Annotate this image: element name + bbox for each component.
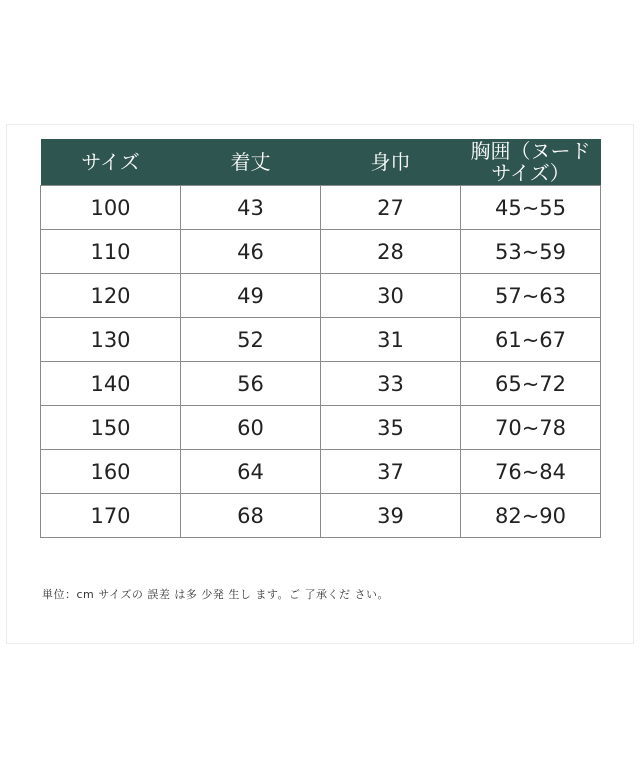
cell-length: 68 bbox=[181, 494, 321, 538]
cell-length: 64 bbox=[181, 450, 321, 494]
cell-width: 33 bbox=[321, 362, 461, 406]
table-header-row bbox=[41, 139, 601, 186]
cell-width: 39 bbox=[321, 494, 461, 538]
header-length: 着丈 bbox=[181, 139, 321, 186]
cell-width: 37 bbox=[321, 450, 461, 494]
table-row bbox=[41, 274, 601, 318]
cell-chest: 57~63 bbox=[461, 274, 601, 318]
cell-length: 52 bbox=[181, 318, 321, 362]
cell-length: 60 bbox=[181, 406, 321, 450]
cell-width: 27 bbox=[321, 186, 461, 230]
table-row bbox=[41, 318, 601, 362]
cell-width: 35 bbox=[321, 406, 461, 450]
cell-size: 170 bbox=[41, 494, 181, 538]
cell-width: 30 bbox=[321, 274, 461, 318]
cell-chest: 76~84 bbox=[461, 450, 601, 494]
table-row bbox=[41, 186, 601, 230]
cell-size: 120 bbox=[41, 274, 181, 318]
cell-length: 56 bbox=[181, 362, 321, 406]
cell-chest: 82~90 bbox=[461, 494, 601, 538]
cell-chest: 65~72 bbox=[461, 362, 601, 406]
header-chest: 胸囲（ヌードサイズ） bbox=[461, 139, 601, 186]
unit-note: 単位：cm サイズの 誤差 は多 少発 生し ます。ご 了承くだ さい。 bbox=[42, 588, 389, 601]
table-row bbox=[41, 230, 601, 274]
cell-size: 140 bbox=[41, 362, 181, 406]
table-row bbox=[41, 494, 601, 538]
cell-length: 49 bbox=[181, 274, 321, 318]
cell-width: 31 bbox=[321, 318, 461, 362]
table-row bbox=[41, 450, 601, 494]
table-row bbox=[41, 362, 601, 406]
header-width: 身巾 bbox=[321, 139, 461, 186]
cell-width: 28 bbox=[321, 230, 461, 274]
cell-length: 43 bbox=[181, 186, 321, 230]
cell-size: 110 bbox=[41, 230, 181, 274]
table-row bbox=[41, 406, 601, 450]
cell-size: 130 bbox=[41, 318, 181, 362]
cell-size: 100 bbox=[41, 186, 181, 230]
cell-length: 46 bbox=[181, 230, 321, 274]
cell-size: 160 bbox=[41, 450, 181, 494]
header-size: サイズ bbox=[41, 139, 181, 186]
cell-chest: 61~67 bbox=[461, 318, 601, 362]
cell-chest: 45~55 bbox=[461, 186, 601, 230]
cell-chest: 70~78 bbox=[461, 406, 601, 450]
cell-size: 150 bbox=[41, 406, 181, 450]
cell-chest: 53~59 bbox=[461, 230, 601, 274]
size-table bbox=[40, 139, 601, 538]
